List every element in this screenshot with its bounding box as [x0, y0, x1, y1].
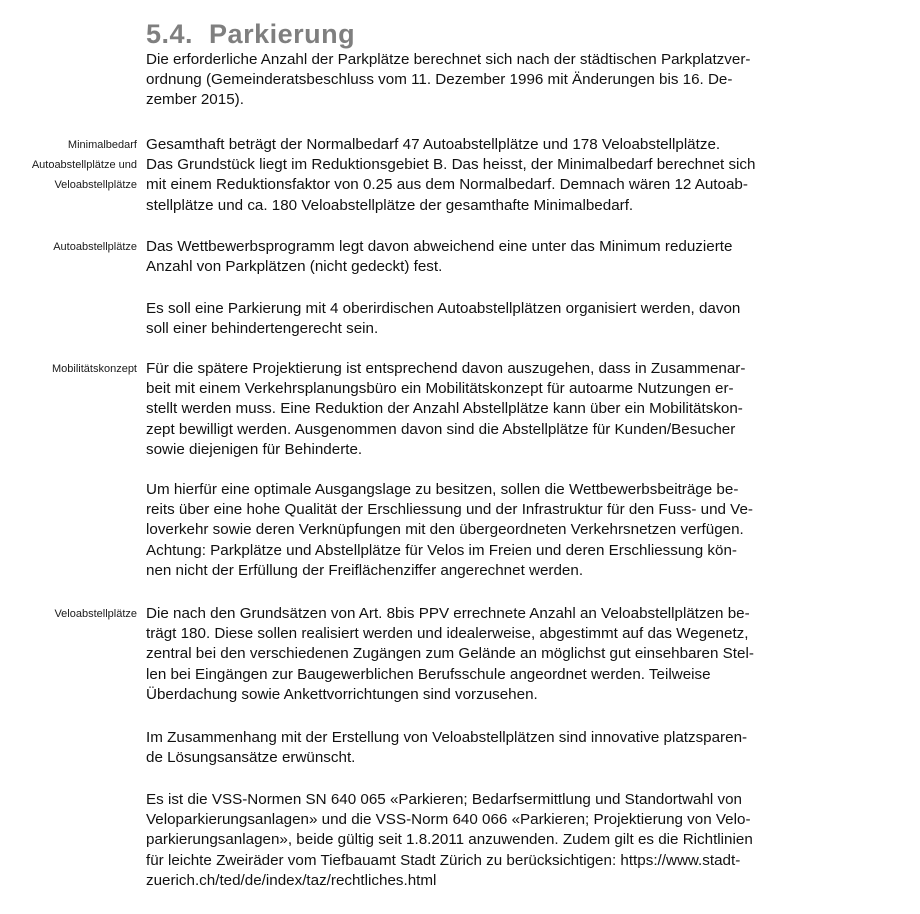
text-line: de Lösungsansätze erwünscht.	[146, 749, 356, 767]
text-line: Achtung: Parkplätze und Abstellplätze für Velos im Freien und deren Erschliessung kön-	[146, 541, 737, 559]
margin-label-veloabstellplaetze: Veloabstellplätze	[54, 608, 137, 620]
text-line: trägt 180. Diese sollen realisiert werden und idealerweise, abgestimmt auf das Wegenetz,	[146, 625, 749, 643]
text-line: Die nach den Grundsätzen von Art. 8bis PPV errechnete Anzahl an Veloabstellplätzen be-	[146, 605, 750, 622]
text-line: Gesamthaft beträgt der Normalbedarf 47 Autoabstellplätze und 178 Veloabstellplätze.	[146, 136, 721, 153]
text-line: zept bewilligt werden. Ausgenommen davon sind die Abstellplätze für Kunden/Besucher	[146, 420, 736, 438]
section-heading: 5.4. Parkierung	[146, 19, 356, 49]
text-line: ordnung (Gemeinderatsbeschluss vom 11. Dezember 1996 mit Änderungen bis 16. De-	[146, 71, 733, 89]
text-line: stellt werden muss. Eine Reduktion der Anzahl Abstellplätze kann über ein Mobilitätskon-	[146, 400, 743, 418]
paragraph-text	[146, 237, 886, 277]
text-line: Die erforderliche Anzahl der Parkplätze berechnet sich nach der städtischen Parkplatzver-	[146, 51, 751, 68]
margin-label-autoabstellplaetze: Autoabstellplätze	[53, 241, 137, 253]
text-line: Das Grundstück liegt im Reduktionsgebiet B. Das heisst, der Minimalbedarf berechnet sich	[146, 156, 756, 174]
text-line: soll einer behindertengerecht sein.	[146, 320, 379, 338]
paragraph-text	[146, 135, 886, 216]
paragraph-text	[146, 604, 886, 705]
text-line: Für die spätere Projektierung ist entsprechend davon auszugehen, dass in Zusammenar-	[146, 360, 746, 377]
paragraph-text	[146, 480, 886, 581]
text-line: für leichte Zweiräder vom Tiefbauamt Stadt Zürich zu berücksichtigen: https://www.stadt-	[146, 851, 741, 869]
text-line: mit einem Reduktionsfaktor von 0.25 aus dem Normalbedarf. Demnach wären 12 Autoab-	[146, 176, 748, 194]
text-line: sowie diejenigen für Behinderte.	[146, 440, 363, 458]
paragraph-text	[146, 299, 886, 339]
intro-text	[146, 50, 886, 111]
text-line: Das Wettbewerbsprogramm legt davon abweichend eine unter das Minimum reduzierte	[146, 238, 733, 255]
text-line: reits über eine hohe Qualität der Erschliessung und der Infrastruktur für den Fuss- und Ve-	[146, 501, 753, 519]
text-line: Um hierfür eine optimale Ausgangslage zu besitzen, sollen die Wettbewerbsbeiträge be-	[146, 481, 739, 498]
text-line: beit mit einem Verkehrsplanungsbüro ein Mobilitätskonzept für autoarme Nutzungen er-	[146, 380, 734, 398]
paragraph-text	[146, 790, 886, 891]
text-line: Anzahl von Parkplätzen (nicht gedeckt) fest.	[146, 258, 443, 276]
text-line: zentral bei den verschiedenen Zugängen zum Gelände an möglichst gut einsehbaren Stel-	[146, 645, 754, 663]
paragraph-text	[146, 728, 886, 768]
text-line: zuerich.ch/ted/de/index/taz/rechtliches.html	[146, 871, 437, 889]
text-line: Veloparkierungsanlagen» und die VSS-Norm 640 066 «Parkieren; Projektierung von Velo-	[146, 811, 751, 829]
text-line: Im Zusammenhang mit der Erstellung von Veloabstellplätzen sind innovative platzsparen-	[146, 729, 748, 746]
margin-label-mobilitaetskonzept: Mobilitätskonzept	[52, 363, 137, 375]
text-line: Überdachung sowie Ankettvorrichtungen sind vorzusehen.	[146, 685, 538, 703]
text-line: Es soll eine Parkierung mit 4 oberirdischen Autoabstellplätzen organisiert werden, davon	[146, 300, 741, 317]
text-line: len bei Eingängen zur Baugewerblichen Berufsschule angeordnet werden. Teilweise	[146, 665, 711, 683]
paragraph-text	[146, 359, 886, 460]
text-line: nen nicht der Erfüllung der Freiflächenziffer angerechnet werden.	[146, 561, 584, 579]
text-line: parkierungsanlagen», beide gültig seit 1.8.2011 anzuwenden. Zudem gilt es die Richtlinien	[146, 831, 753, 849]
text-line: loverkehr sowie deren Verknüpfungen mit den übergeordneten Verkehrsnetzen verfügen.	[146, 521, 744, 539]
text-line: stellplätze und ca. 180 Veloabstellplätze der gesamthafte Minimalbedarf.	[146, 196, 634, 214]
text-line: zember 2015).	[146, 91, 244, 109]
margin-label-minimalbedarf: Minimalbedarf Autoabstellplätze und Veloabstellplätze	[31, 139, 137, 191]
text-line: Es ist die VSS-Normen SN 640 065 «Parkieren; Bedarfsermittlung und Standortwahl von	[146, 791, 742, 808]
